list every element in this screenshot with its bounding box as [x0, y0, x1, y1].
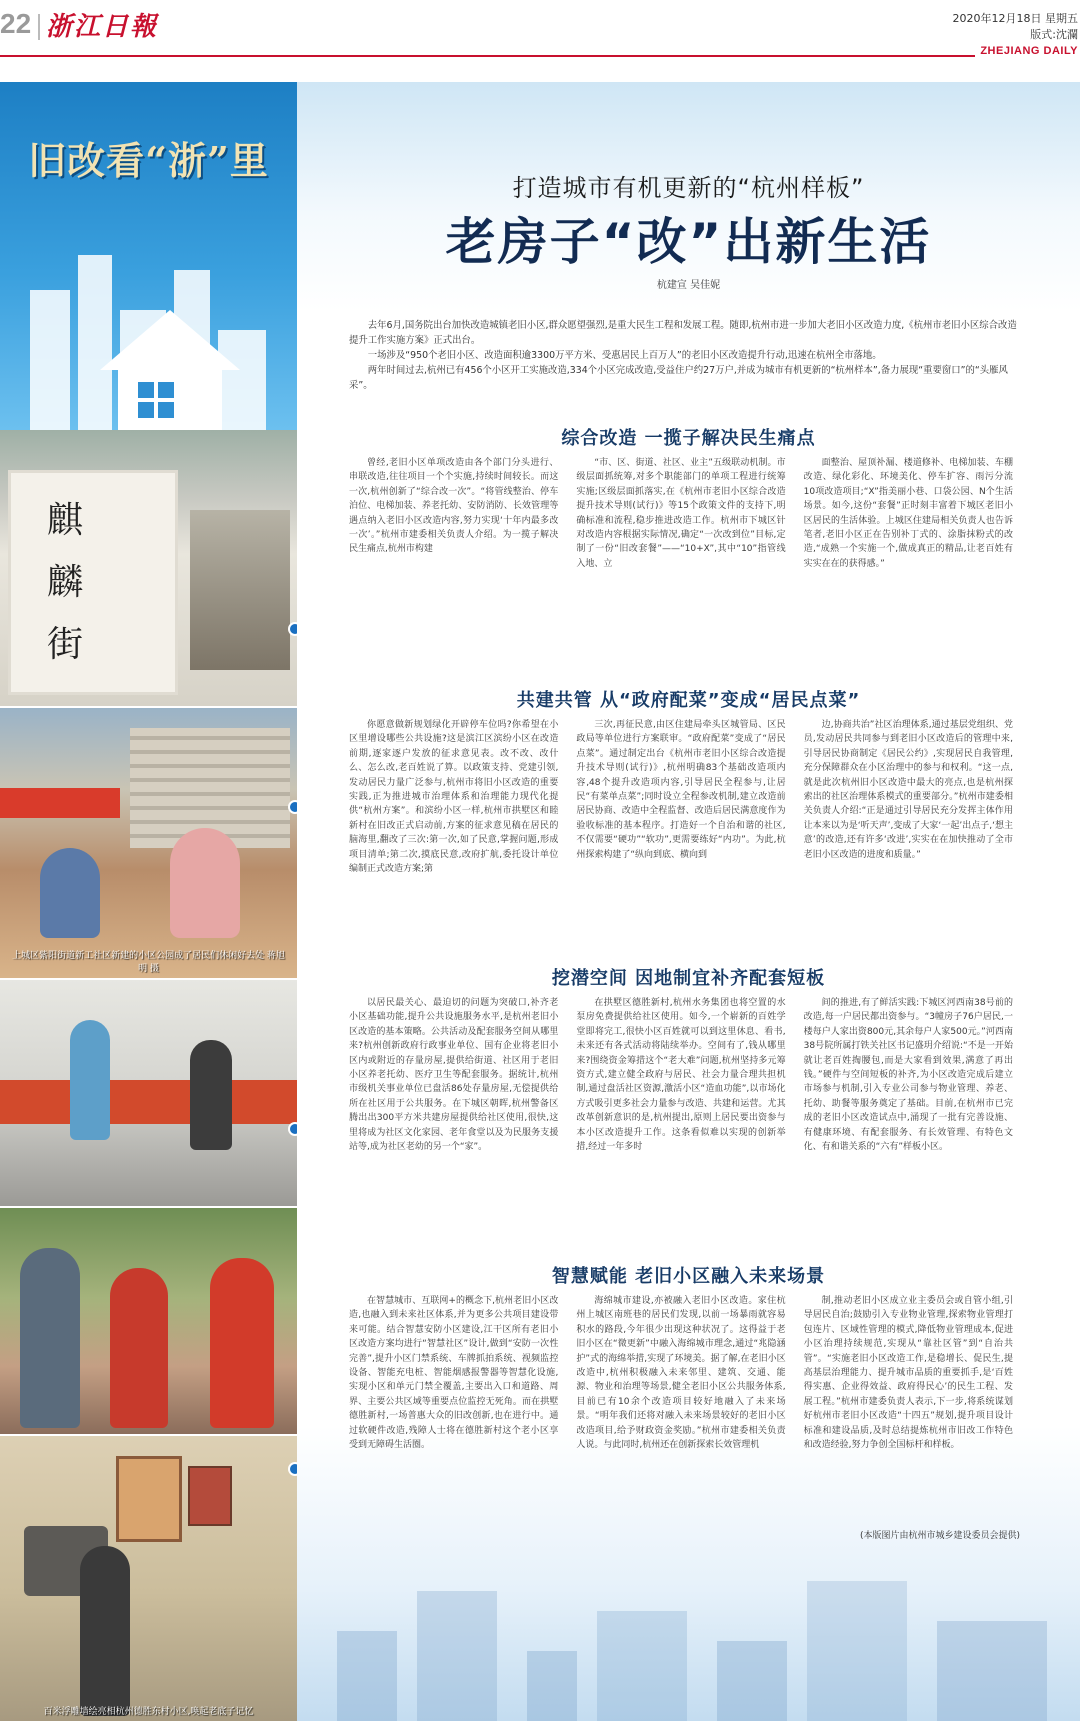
photo-children-park	[0, 708, 297, 978]
column-title: 旧改看“浙”里	[28, 138, 269, 183]
photo-street-sign	[0, 430, 297, 706]
photo-volunteers	[0, 1208, 297, 1434]
photo-caption: 上城区紫阳街道新工社区新建的小区公园成了居民们休闲好去处 蒋旭明 摄	[12, 951, 285, 974]
photo-mural-wall	[0, 1436, 297, 1721]
text-column: 海绵城市建设,亦被融入老旧小区改造。家住杭州上城区南班巷的居民们发现,以前一场暴雨就容易积水的路段,今年很少出现这种状况了。这得益于老旧小区在“微更新”中融入海绵城市理念,通过“兆隐涵护”式的海绵举措,实现了环境美。据了解,在老旧小区改造中,杭州积极融入未来邻里、建筑、交通、能源、物业和治理等场景,健全老旧小区公共服务体系,目前已有10余个改造项目较好地融入了未来场景。“明年我们还将对融入未来场景较好的老旧小区改造项目,给予财政资金奖励。”杭州市建委相关负责人说。与此同时,杭州还在创新探索长效管理机	[576, 1296, 786, 1451]
layout-editor: 版式:沈瀾	[1030, 28, 1078, 41]
text-column: 以居民最关心、最迫切的问题为突破口,补齐老小区基础功能,提升公共设施服务水平,是杭州老旧小区改造的基本策略。公共活动及配套服务空间从哪里来?杭州创新政府行政事业单位、国有企业将老旧小区内或附近的存量房屋,提供给街道、社区用于老旧小区养老托幼、医疗卫生等配套服务。据统计,杭州市级机关事业单位已盘活86处存量房屋,无偿提供给所在社区用于公共服务。在下城区朝晖,杭州警备区腾出出300平方米共建房屋提供给社区使用,很快,这里将成为社区文化家园、老年食堂以及为民服务支援站等,成为社区老幼的另一个“家”。	[349, 998, 559, 1153]
city-skyline-illustration	[297, 1571, 1080, 1721]
lede-paragraph: 去年6月,国务院出台加快改造城镇老旧小区,群众愿望强烈,是重大民生工程和发展工程。随即,杭州市进一步加大老旧小区改造力度,《杭州市老旧小区综合改造提升工作实施方案》正式出台。	[349, 320, 1017, 346]
page-number: 22	[0, 8, 32, 39]
article-kicker: 打造城市有机更新的“杭州样板”	[512, 174, 865, 202]
text-column: 制,推动老旧小区成立业主委员会或自管小组,引导居民自治;鼓励引入专业物业管理,探索物业管理打包连片、区域性管理的模式,降低物业管理成本,促进小区治理持续规范,实现从“靠社区管”到“自治共管”。“实施老旧小区改造工作,是稳增长、促民生,提高基层治理能力、提升城市品质的重要抓手,是‘百姓得实惠、企业得效益、政府得民心’的民生工程、发展工程。”杭州市建委负责人表示,下一步,将系统谋划好杭州市老旧小区改造“十四五”规划,提升项目设计标准和建设品质,及时总结提炼杭州市旧改工作特色和改造经验,努力争创全国标杆和样板。	[803, 1296, 1013, 1451]
newspaper-logo: 浙江日報	[46, 12, 159, 42]
section-body	[349, 456, 1013, 616]
article-lede	[349, 318, 1019, 393]
section-heading: 综合改造 一揽子解决民生痛点	[561, 428, 816, 449]
text-column: 三次,再征民意,由区住建局牵头区城管局、区民政局等单位进行方案联审。“政府配菜”变成了“居民点菜”。通过制定出台《杭州市老旧小区综合改造提升技术导则(试行)》,杭州明确83个基础改造项内容,48个提升改造项内容,引导居民全程参与,让居民“有菜单点菜”;同时设立全程参改机制,建立改造前居民协商、改造中全程监督、改造后居民满意度作为验收标准的基本程序。打造好一个自治和谐的社区,不仅需要“硬功”“软功”,更需要练好“内功”。为此,杭州探索构建了“纵向到底、横向到	[576, 720, 786, 860]
photo-column	[0, 82, 297, 1721]
text-column: 曾经,老旧小区单项改造由各个部门分头进行、串联改造,往往项目一个个实施,持续时间较长。而这一次,杭州创新了“综合改一次”。“将管线整治、停车泊位、电梯加装、养老托幼、安防消防、长效管理等遇点纳入老旧小区改造内容,努力实现‘十年内最多改一次’。”杭州市建委相关负责人介绍。为一揽子解决民生痛点,杭州市构建	[349, 458, 559, 555]
house-icon	[118, 368, 222, 430]
section-heading: 智慧赋能 老旧小区融入未来场景	[551, 1266, 826, 1287]
text-column: 在拱墅区德胜新村,杭州水务集团也将空置的水泵房免费提供给社区使用。如今,一个崭新的百姓学堂即将完工,很快小区百姓就可以到这里休息、看书,未来还有各式活动将陆续举办。空间有了,钱从哪里来?围绕资金筹措这个“老大难”问题,杭州坚持多元筹资方式,建立健全政府与居民、社会力量合理共担机制,通过盘活社区资源,激活小区“造血功能”,以市场化方式吸引更多社会力量参与改造、共建和运营。尤其改革创新意识的是,杭州提出,原则上居民要出资参与本小区改造提升工作。这条看似难以实现的创新举措,经过一年多时	[576, 998, 786, 1153]
text-column: 面整治、屋顶补漏、楼道修补、电梯加装、车棚改造、绿化彩化、环境美化、停车扩容、雨污分流10项改造项目;“X”指美丽小巷、口袋公园、N个生活场景。如今,这份“套餐”正时刻丰富着下城区老旧小区居民的生活体验。上城区住建局相关负责人也告诉笔者,老旧小区正在告别补丁式的、涂脂抹粉式的改造,“成熟一个实施一个,做成真正的精品,让老百姓有实实在在的获得感。”	[803, 458, 1013, 569]
section-heading: 共建共管 从“政府配菜”变成“居民点菜”	[516, 690, 861, 711]
text-column: 在智慧城市、互联网+的概念下,杭州老旧小区改造,也融入到未来社区体系,并为更多公共项目建设带来可能。结合智慧安防小区建设,江干区所有老旧小区改造方案均进行“智慧社区”设计,做到“安防一次性完善”,提升小区门禁系统、车牌抓拍系统、视频监控设备、智能充电桩、智能烟感报警器等智慧化设施,实现小区和单元门禁全覆盖,主要出入口和道路、周界、主要公共区域等重要点位监控无死角。而在拱墅德胜新村,一场普惠大众的旧改创新,也在进行中。通过软硬件改造,残障人士将在德胜新村这个老小区享受到无障碍生活圈。	[349, 1296, 559, 1451]
article-byline: 杭建宣 吴佳妮	[656, 280, 721, 291]
section-body	[349, 996, 1013, 1218]
section-heading: 挖潜空间 因地制宜补齐配套短板	[551, 968, 826, 989]
photo-caption: 百米浮雕墙绘亮相杭州德胜东村小区,唤起老底子记忆	[43, 1707, 254, 1717]
text-column: 间的推进,有了鲜活实践:下城区河西南38号前的改造,每一户居民都出资参与。“3幢房子76户居民,一楼每户人家出资800元,其余每户人家500元。”河西南38号院所属打铁关社区书记盛玥介绍说:“不是一开始就让老百姓掏腰包,而是大家看到效果,满意了再出钱。”硬件与空间短板的补齐,为小区改造完成后建立市场参与机制,引入专业公司参与物业管理、养老、托幼、助餐等服务奠定了基础。目前,在杭州市已完成的老旧小区改造试点中,涌现了一批有完善设施、有健康环境、有配套服务、有长效管理、有特色文化、有和谐关系的“六有”样板小区。	[803, 998, 1013, 1153]
masthead-divider	[38, 14, 40, 40]
photo-credit: (本版图片由杭州市城乡建设委员会提供)	[859, 1531, 1020, 1541]
english-name: ZHEJIANG DAILY	[980, 45, 1078, 57]
section-body	[349, 1294, 1013, 1524]
lede-paragraph: 两年时间过去,杭州已有456个小区开工实施改造,334个小区完成改造,受益住户约27万户,并成为城市有机更新的“杭州样本”,备力展现“重要窗口”的“头雁风采”。	[349, 365, 1008, 391]
text-column: 你愿意做新规划绿化开辟停车位吗?你希望在小区里增设哪些公共设施?这是滨江区滨纷小区在改造前期,逐家逐户发放的征求意见表。改不改、改什么、怎么改,老百姓说了算。以政策支持、党建引领,发动居民力量广泛参与,杭州市将旧小区改造的重要实践,正为推进城市治理体系和治理能力现代化提供“杭州方案”。和滨纷小区一样,杭州市拱墅区和睦新村在旧改正式启动前,方案的征求意见稿在居民的脑海里,翻改了三次:第一次,如了民意,掌握问题,形成项目清单;第二次,摸底民意,改府扩航,委托设计单位编制正式改造方案;第	[349, 720, 559, 875]
house-roof-icon	[100, 310, 240, 370]
article-headline: 老房子“改”出新生活	[445, 213, 932, 271]
article-area	[297, 82, 1080, 1721]
photo-community-meeting	[0, 980, 297, 1206]
text-column: “市、区、街道、社区、业主”五级联动机制。市级层面抓统筹,对多个职能部门的单项工程进行统筹实施;区级层面抓落实,在《杭州市老旧小区综合改造提升技术导则(试行)》等15个政策文件的支持下,明确标准和流程,稳步推进改造工作。杭州市下城区针对改造内容根据实际情况,确定“一次改到位”目标,定制了一份“旧改套餐”——“10+X”,其中“10”指管线入地、立	[576, 458, 786, 569]
street-name-characters: 麒 麟 街	[46, 500, 83, 665]
text-column: 边,协商共治”社区治理体系,通过基层党组织、党员,发动居民共同参与到老旧小区改造后的管理中来,引导居民协商制定《居民公约》,实现居民自我管理,充分保障群众在小区治理中的参与和权利。“这一点,就是此次杭州旧小区改造中最大的亮点,也是杭州探索出的社区治理体系模式的重要部分。”杭州市建委相关负责人介绍:“正是通过引导居民充分发挥主体作用让本来以为是‘听天声’,变成了大家‘一起’出点子,‘想主意’的改造,还有许多‘改进’,实实在在加快推动了全市老旧小区改造的进度和质量。”	[803, 720, 1013, 860]
issue-date: 2020年12月18日 星期五	[952, 12, 1078, 25]
masthead	[0, 0, 1080, 70]
section-body	[349, 718, 1013, 958]
lede-paragraph: 一场涉及“950个老旧小区、改造面积逾3300万平方米、受惠居民上百万人”的老旧小区改造提升行动,迅速在杭州全市落地。	[367, 350, 882, 361]
masthead-rule	[0, 55, 975, 57]
column-banner	[0, 82, 297, 430]
